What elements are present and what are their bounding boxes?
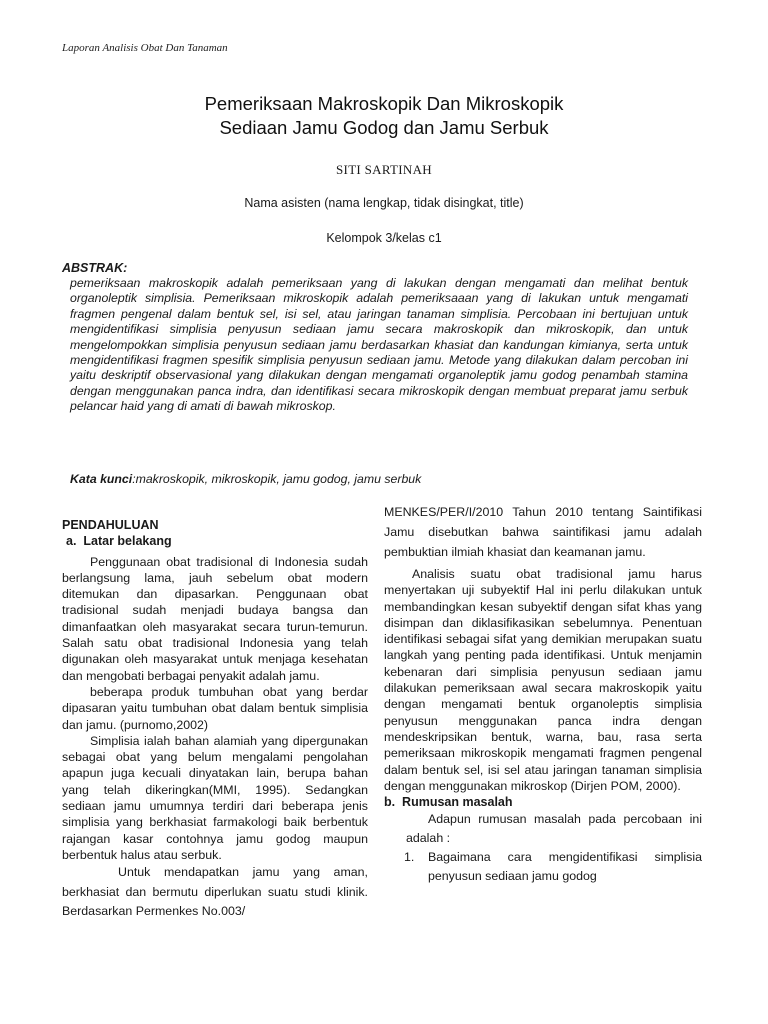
paper-title (0, 92, 768, 140)
paragraph: Simplisia ialah bahan alamiah yang dipergunakan sebagai obat yang belum mengalami pengolahan apapun juga kecuali dinyatakan lain, berupa bahan yang telah dikeringkan(MMI, 1995). Sedangkan sediaan jamu umumnya terdiri dari beberapa jenis simplisia yang berkhasiat farmakologi baik berbentuk rajangan kasar contohnya jamu godog maupun berbentuk halus atau serbuk. (62, 733, 368, 862)
running-header: Laporan Analisis Obat Dan Tanaman (62, 42, 228, 54)
paper-title-line-2: Sediaan Jamu Godog dan Jamu Serbuk (219, 117, 549, 138)
paragraph: MENKES/PER/I/2010 Tahun 2010 tentang Saintifikasi Jamu disebutkan bahwa saintifikasi jamu adalah pembuktian ilmiah khasiat dan keamanan jamu. (384, 505, 702, 559)
keywords-label: Kata kunci (70, 472, 133, 486)
abstract-label: ABSTRAK: (62, 261, 128, 275)
right-column (384, 502, 702, 886)
author-name: SITI SARTINAH (336, 162, 432, 177)
left-column (62, 517, 368, 922)
list-item-number: 1. (404, 850, 415, 865)
abstract-text: pemeriksaan makroskopik adalah pemeriksaan yang di lakukan dengan mengamati dan melihat bentuk organoleptik simplisia. Pemeriksaan mikroskopik adalah pemeriksaaan yang di lakukan untuk mengamati fragmen pengenal dalam bentuk sel, isi sel, atau jaringan tanaman simplisia. Percobaan ini bertujuan untuk mengidentifikasi simplisia penyusun sediaan jamu secara makroskopik dan mikroskopik, dan untuk mengelompokkan simplisia penyusun sediaan jamu berdasarkan khasiat dan kandungan kimianya, serta untuk mengidentifikasi fragmen spesifik simplisia penyusun sediaan jamu. Metode yang dilakukan dalam percoban ini yaitu deskriptif observasional yang dilakukan dengan mengamati organoleptik jamu godog penambah stamina dengan menggunakan panca indra, dan identifikasi secara mikroskopik dengan membuat preparat jamu serbuk pelancar haid yang di amati di bawah mikroskop. (70, 276, 688, 414)
paragraph: Analisis suatu obat tradisional jamu harus menyertakan uji subyektif Hal ini perlu dilakukan untuk membandingkan kesan subyektif dengan sifat khas yang disimpan dan diklasifikasikan sebelumnya. Penentuan identifikasi sebagai sifat yang demikian merupakan suatu langkah yang penting pada identifikasi. Untuk menjamin kebenaran dari simplisia penyusun sediaan jamu dilakukan pemeriksaan awal secara makroskopik yaitu dengan mengamati bentuk organoleptis simplisia penyusun menggunakan panca indra dengan mendeskripsikan bentuk, warna, bau, rasa serta pemeriksaan mikroskopik mengamati fragmen pengenal dalam bentuk sel, isi sel atau jaringan tanaman simplisia dengan menggunakan mikroskop (Dirjen POM, 2000). (384, 567, 702, 793)
list-item-text: Bagaimana cara mengidentifikasi simplisia penyusun sediaan jamu godog (428, 850, 702, 884)
paragraph: Untuk mendapatkan jamu yang aman, berkhasiat dan bermutu diperlukan suatu studi klinik. Berdasarkan Permenkes No.003/ (62, 865, 368, 919)
keywords (70, 472, 690, 486)
assistant-name: Nama asisten (nama lengkap, tidak disingkat, title) (244, 196, 524, 210)
section-heading-pendahuluan: PENDAHULUAN (62, 518, 159, 532)
list-item (384, 848, 702, 886)
keywords-text: :makroskopik, mikroskopik, jamu godog, jamu serbuk (132, 472, 422, 486)
paragraph: beberapa produk tumbuhan obat yang berdar dipasaran yaitu tumbuhan obat dalam bentuk simplisia dan jamu. (purnomo,2002) (62, 684, 368, 732)
group-class: Kelompok 3/kelas c1 (326, 231, 442, 245)
paragraph: Penggunaan obat tradisional di Indonesia sudah berlangsung lama, jauh sebelum obat modern ditemukan dan dipasarkan. Penggunaan obat tradisional sudah menjadi budaya bangsa dan dimanfaatkan oleh masyarakat secara turun-temurun. Salah satu obat tradisional Indonesia yang telah digunakan oleh masyarakat untuk menjaga kesehatan dan mengobati berbagai penyakit adalah jamu. (62, 554, 368, 683)
paper-title-line-1: Pemeriksaan Makroskopik Dan Mikroskopik (204, 93, 564, 114)
subsection-heading-rumusan-masalah: b. Rumusan masalah (384, 795, 513, 810)
paragraph: Adapun rumusan masalah pada percobaan ini adalah : (406, 812, 702, 846)
subsection-heading-latar-belakang: a. Latar belakang (66, 534, 172, 549)
